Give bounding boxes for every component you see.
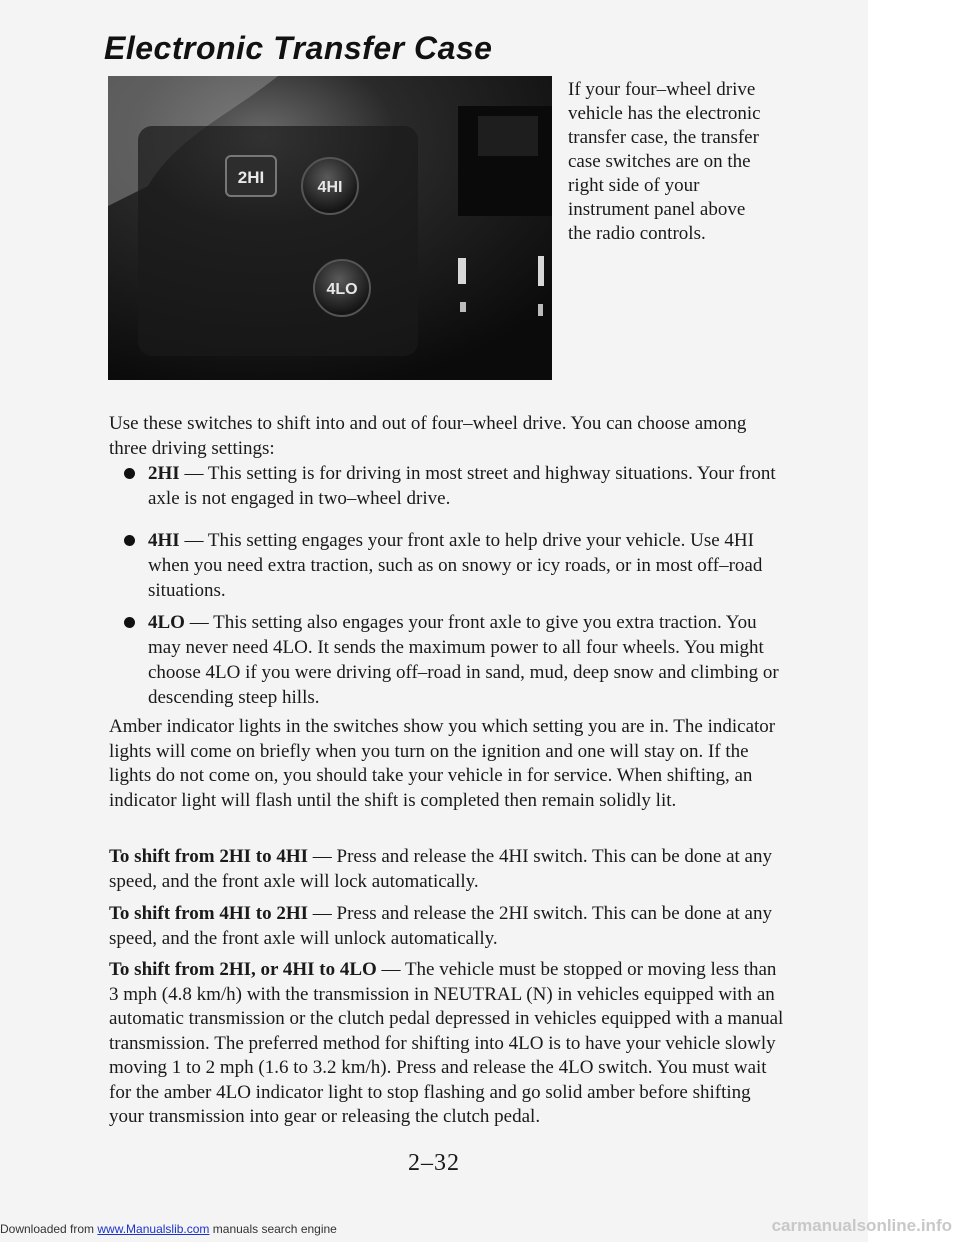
2hi-photo-label: 2HI <box>237 168 265 187</box>
4hi-photo-label: 4HI <box>317 179 343 196</box>
bullet-text: — This setting engages your front axle to help drive your vehicle. Use 4HI when you need extra traction, such as on snowy or icy roads, or in most off–road situations. <box>148 530 763 601</box>
shift-heading: To shift from 4HI to 2HI <box>109 903 308 924</box>
page-number: 2–32 <box>408 1150 460 1176</box>
intro-side-text: If your four–wheel drive vehicle has the electronic transfer case, the transfer case switches are on the right side of your instrument panel above the radio controls. <box>568 79 761 244</box>
page-title: Electronic Transfer Case <box>104 30 493 66</box>
shift-2hi-to-4hi <box>109 845 789 894</box>
shift-heading: To shift from 2HI, or 4HI to 4LO <box>109 959 377 980</box>
bullet-dot <box>124 535 135 546</box>
manualslib-link[interactable]: www.Manualslib.com <box>97 1222 210 1236</box>
4lo-button-photo <box>314 260 370 316</box>
footer-suffix: manuals search engine <box>209 1222 337 1236</box>
shift-to-4lo <box>109 958 789 1130</box>
transfer-case-switches-photo <box>108 76 552 380</box>
2hi-button-photo <box>226 156 276 196</box>
bullet-2hi <box>148 461 788 511</box>
shift-text: — Press and release the 4HI switch. This can be done at any speed, and the front axle will lock automatically. <box>109 846 772 892</box>
bullet-term: 2HI <box>148 463 180 484</box>
bullet-term: 4HI <box>148 530 180 551</box>
shift-4hi-to-2hi <box>109 902 789 951</box>
shift-text: — Press and release the 2HI switch. This can be done at any speed, and the front axle will unlock automatically. <box>109 903 772 949</box>
bullet-text: — This setting is for driving in most street and highway situations. Your front axle is not engaged in two–wheel drive. <box>148 463 776 509</box>
amber-indicator-paragraph: Amber indicator lights in the switches show you which setting you are in. The indicator lights will come on briefly when you turn on the ignition and one will stay on. If the lights do not come on, you should take your vehicle in for service. When shifting, an indicator light will flash until the shift is completed then remain solidly lit. <box>109 716 776 811</box>
4lo-photo-label: 4LO <box>326 281 358 298</box>
switches-intro: Use these switches to shift into and out of four–wheel drive. You can choose among three driving settings: <box>109 413 747 459</box>
bullet-4hi <box>148 528 788 603</box>
carmanualsonline-watermark: carmanualsonline.info <box>771 1216 952 1235</box>
shift-text: — The vehicle must be stopped or moving less than 3 mph (4.8 km/h) with the transmission in NEUTRAL (N) in vehicles equipped with an automatic transmission or the clutch pedal depressed in vehicles equipped with a manual transmission. The preferred method for shifting into 4LO is to have your vehicle slowly moving 1 to 2 mph (1.6 to 3.2 km/h). Press and release the 4LO switch. You must wait for the amber 4LO indicator light to stop flashing and go solid amber before shifting your transmission into gear or releasing the clutch pedal. <box>109 959 784 1127</box>
bullet-term: 4LO <box>148 612 185 633</box>
bullet-dot <box>124 617 135 628</box>
shift-heading: To shift from 2HI to 4HI <box>109 846 308 867</box>
bullet-text: — This setting also engages your front axle to give you extra traction. You may never need 4LO. It sends the maximum power to all four wheels. You might choose 4LO if you were driving off–road in sand, mud, deep snow and climbing or descending steep hills. <box>148 612 779 708</box>
download-footer <box>0 1222 337 1236</box>
bullet-4lo <box>148 610 788 710</box>
footer-prefix: Downloaded from <box>0 1222 98 1236</box>
bullet-dot <box>124 468 135 479</box>
4hi-button-photo <box>302 158 358 214</box>
